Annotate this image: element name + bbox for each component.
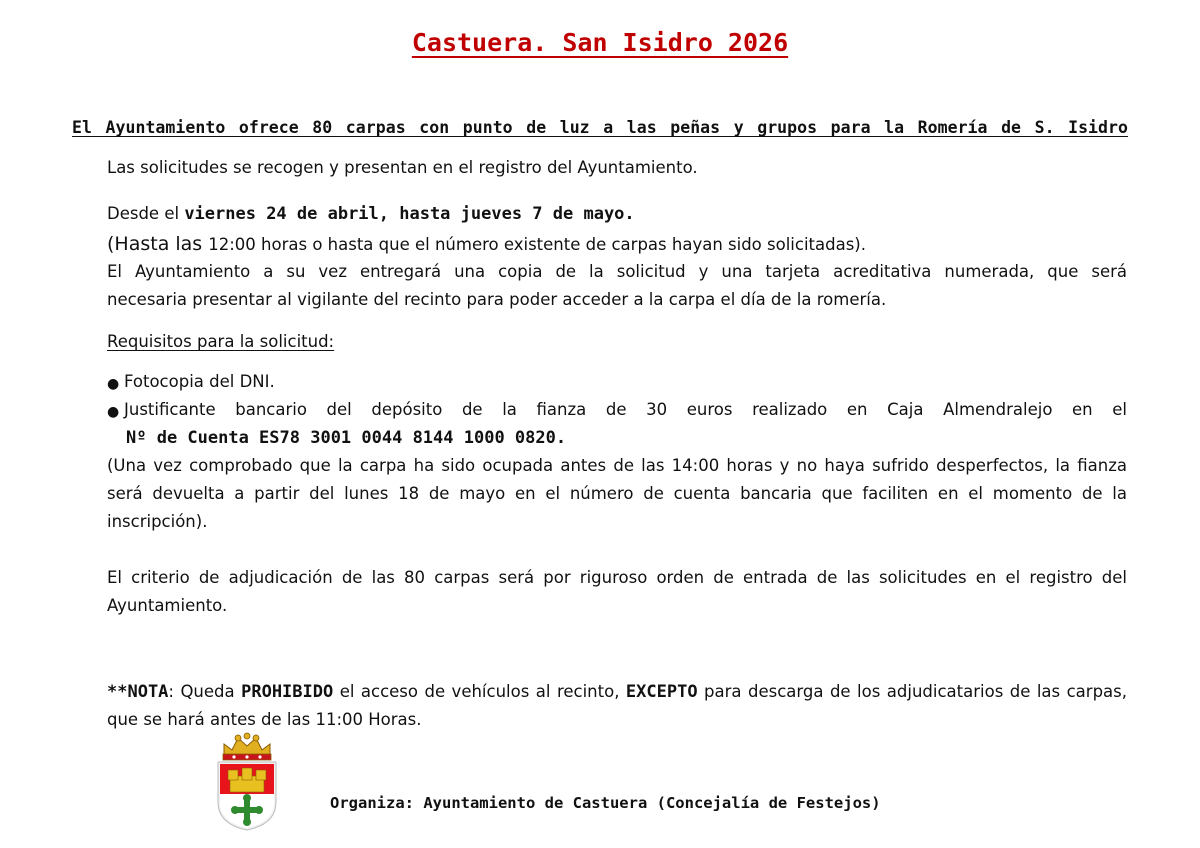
prohibido-word: PROHIBIDO [241,682,334,702]
criteria-paragraph: El criterio de adjudicación de las 80 carpas será por riguroso orden de entrada de las solicitudes en el registro del Ayuntamiento. [107,568,1127,615]
bullet-icon: ● [107,376,120,392]
copy-line-1: El Ayuntamiento a su vez entregará una copia de la solicitud y una tarjeta acreditativa numerada, que será [107,262,1127,281]
organizer-footer: Organiza: Ayuntamiento de Castuera (Concejalía de Festejos) [330,794,881,812]
nota-paragraph: **NOTA: Queda PROHIBIDO el acceso de vehículos al recinto, EXCEPTO para descarga de los adjudicatarios de las carpas, que se hará antes de las 11:00 Horas. [107,682,1127,729]
crown-icon [223,733,271,760]
excepto-word: EXCEPTO [625,682,698,702]
castle-icon [228,768,266,792]
dates-line [107,200,1127,228]
dates-prefix: Desde el [107,204,185,223]
requirement-item: Fotocopia del DNI. [124,372,275,391]
dates-highlight: viernes 24 de abril, hasta jueves 7 de mayo. [184,204,635,224]
requirements-heading: Requisitos para la solicitud: [107,332,335,351]
hours-lead: (Hasta las [107,233,209,255]
nota-label: **NOTA [107,682,169,702]
announcement-headline: El Ayuntamiento ofrece 80 carpas con punto de luz a las peñas y grupos para la Romería de S. Isidro [72,118,1128,137]
account-number: Nº de Cuenta ES78 3001 0044 8144 1000 0820. [126,428,567,448]
intro-paragraph: Las solicitudes se recogen y presentan en el registro del Ayuntamiento. [107,158,698,177]
requirement-item: Justificante bancario del depósito de la fianza de 30 euros realizado en Caja Almendralejo en el [124,400,1127,419]
bullet-icon: ● [107,404,120,420]
coat-of-arms-icon [214,732,280,832]
refund-note: (Una vez comprobado que la carpa ha sido ocupada antes de las 14:00 horas y no haya sufrido desperfectos, la fianza será devuelta a partir del lunes 18 de mayo en el número de cuenta bancaria que faciliten en el momento de la inscripción). [107,456,1127,531]
hours-rest: 12:00 horas o hasta que el número existente de carpas hayan sido solicitadas). [208,235,866,254]
page-title: Castuera. San Isidro 2026 [411,28,789,57]
hours-line [107,230,1127,259]
copy-line-2: necesaria presentar al vigilante del recinto para poder acceder a la carpa el día de la romería. [107,290,887,309]
